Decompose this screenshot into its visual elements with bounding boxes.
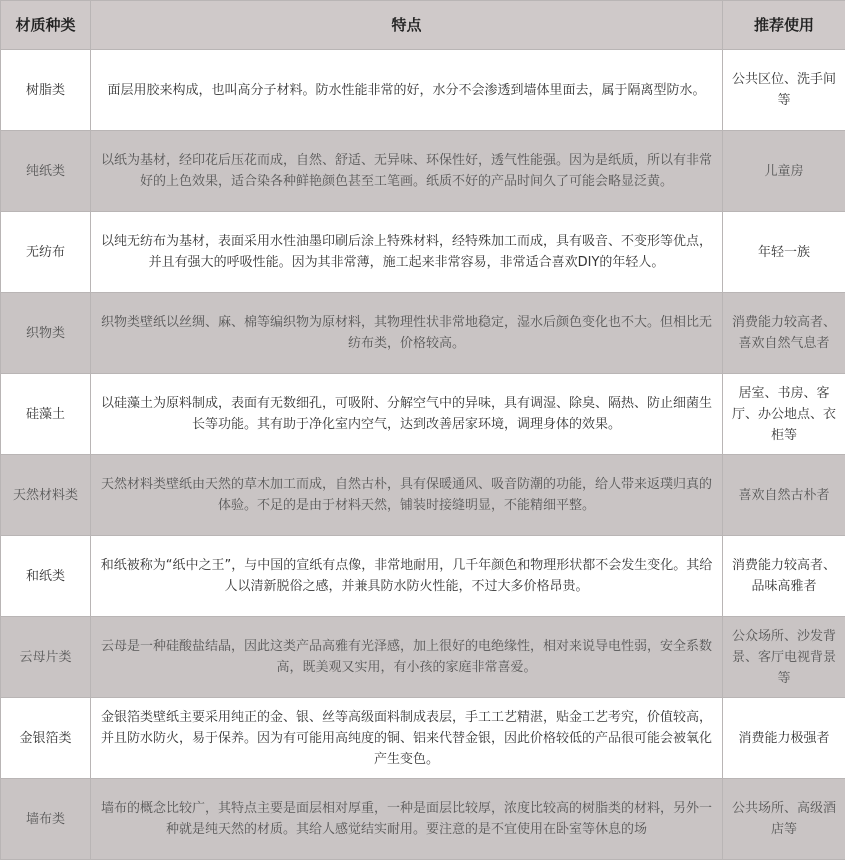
material-cell: 天然材料类 bbox=[1, 455, 91, 536]
material-cell: 硅藻土 bbox=[1, 374, 91, 455]
feature-cell: 金银箔类壁纸主要采用纯正的金、银、丝等高级面料制成表层，手工工艺精湛，贴金工艺考究，价值较高，并且防水防火，易于保养。因为有可能用高纯度的铜、铝来代替金银，因此价格较低的产品很可能会被氧化产生变色。 bbox=[91, 698, 723, 779]
table-row bbox=[1, 293, 845, 374]
feature-cell: 织物类壁纸以丝绸、麻、棉等编织物为原材料，其物理性状非常地稳定，湿水后颜色变化也不大。但相比无纺布类，价格较高。 bbox=[91, 293, 723, 374]
header-feature: 特点 bbox=[91, 1, 723, 50]
feature-cell: 墙布的概念比较广，其特点主要是面层相对厚重，一种是面层比较厚，浓度比较高的树脂类的材料，另外一种就是纯天然的材质。其给人感觉结实耐用。要注意的是不宜使用在卧室等休息的场 bbox=[91, 779, 723, 860]
table-header bbox=[1, 1, 845, 50]
usage-cell: 公共场所、高级酒店等 bbox=[723, 779, 845, 860]
feature-cell: 云母是一种硅酸盐结晶，因此这类产品高雅有光泽感，加上很好的电绝缘性，相对来说导电性弱，安全系数高，既美观又实用，有小孩的家庭非常喜爱。 bbox=[91, 617, 723, 698]
feature-cell: 天然材料类壁纸由天然的草木加工而成，自然古朴，具有保暖通风、吸音防潮的功能，给人带来返璞归真的体验。不足的是由于材料天然，铺装时接缝明显，不能精细平整。 bbox=[91, 455, 723, 536]
usage-cell: 消费能力较高者、品味高雅者 bbox=[723, 536, 845, 617]
usage-cell: 消费能力较高者、喜欢自然气息者 bbox=[723, 293, 845, 374]
table-row bbox=[1, 212, 845, 293]
material-cell: 云母片类 bbox=[1, 617, 91, 698]
feature-cell: 面层用胶来构成，也叫高分子材料。防水性能非常的好，水分不会渗透到墙体里面去，属于隔离型防水。 bbox=[91, 50, 723, 131]
material-cell: 墙布类 bbox=[1, 779, 91, 860]
usage-cell: 公共区位、洗手间等 bbox=[723, 50, 845, 131]
usage-cell: 儿童房 bbox=[723, 131, 845, 212]
material-cell: 织物类 bbox=[1, 293, 91, 374]
table-body bbox=[1, 50, 845, 860]
material-cell: 金银箔类 bbox=[1, 698, 91, 779]
table-row bbox=[1, 536, 845, 617]
header-usage: 推荐使用 bbox=[723, 1, 845, 50]
header-material: 材质种类 bbox=[1, 1, 91, 50]
usage-cell: 居室、书房、客厅、办公地点、衣柜等 bbox=[723, 374, 845, 455]
usage-cell: 喜欢自然古朴者 bbox=[723, 455, 845, 536]
table-row bbox=[1, 779, 845, 860]
feature-cell: 以硅藻土为原料制成，表面有无数细孔，可吸附、分解空气中的异味，具有调湿、除臭、隔热、防止细菌生长等功能。其有助于净化室内空气，达到改善居家环境，调理身体的效果。 bbox=[91, 374, 723, 455]
feature-cell: 和纸被称为“纸中之王”，与中国的宣纸有点像，非常地耐用，几千年颜色和物理形状都不会发生变化。其给人以清新脱俗之感，并兼具防水防火性能，不过大多价格昂贵。 bbox=[91, 536, 723, 617]
table-row bbox=[1, 698, 845, 779]
usage-cell: 公众场所、沙发背景、客厅电视背景等 bbox=[723, 617, 845, 698]
table-row bbox=[1, 131, 845, 212]
material-cell: 纯纸类 bbox=[1, 131, 91, 212]
material-cell: 树脂类 bbox=[1, 50, 91, 131]
feature-cell: 以纯无纺布为基材，表面采用水性油墨印刷后涂上特殊材料，经特殊加工而成，具有吸音、不变形等优点，并且有强大的呼吸性能。因为其非常薄，施工起来非常容易，非常适合喜欢DIY的年轻人。 bbox=[91, 212, 723, 293]
table-row bbox=[1, 374, 845, 455]
table-row bbox=[1, 455, 845, 536]
material-cell: 无纺布 bbox=[1, 212, 91, 293]
material-cell: 和纸类 bbox=[1, 536, 91, 617]
table-row bbox=[1, 50, 845, 131]
feature-cell: 以纸为基材，经印花后压花而成，自然、舒适、无异味、环保性好，透气性能强。因为是纸质，所以有非常好的上色效果，适合染各种鲜艳颜色甚至工笔画。纸质不好的产品时间久了可能会略显泛黄。 bbox=[91, 131, 723, 212]
usage-cell: 消费能力极强者 bbox=[723, 698, 845, 779]
header-row bbox=[1, 1, 845, 50]
table-row bbox=[1, 617, 845, 698]
usage-cell: 年轻一族 bbox=[723, 212, 845, 293]
